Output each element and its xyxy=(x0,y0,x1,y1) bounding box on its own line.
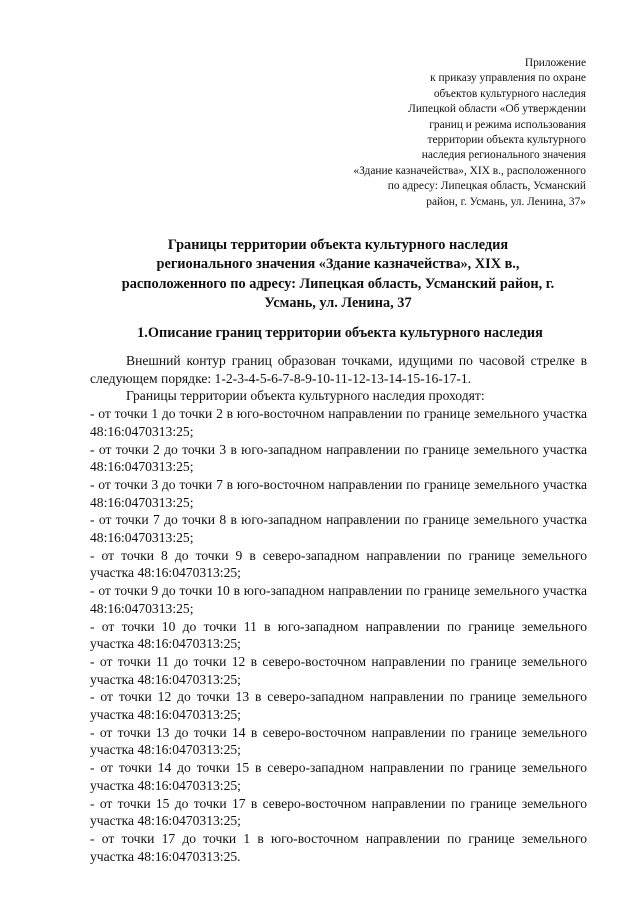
boundary-item: - от точки 3 до точки 7 в юго-восточном направлении по границе земельного участка 48:16:0470313:25; xyxy=(90,476,587,510)
boundary-lead-paragraph: Границы территории объекта культурного наследия проходят: xyxy=(126,388,485,404)
header-line: к приказу управления по охране xyxy=(430,72,586,85)
boundary-item: - от точки 2 до точки 3 в юго-западном направлении по границе земельного участка 48:16:0470313:25; xyxy=(90,441,587,475)
document-body xyxy=(90,352,587,865)
boundary-item: - от точки 11 до точки 12 в северо-восточном направлении по границе земельного участка 48:16:0470313:25; xyxy=(90,653,587,687)
boundary-item: - от точки 12 до точки 13 в северо-западном направлении по границе земельного участка 48:16:0470313:25; xyxy=(90,689,587,723)
title-line: Усмань, ул. Ленина, 37 xyxy=(264,295,412,312)
title-line: регионального значения «Здание казначейства», XIX в., xyxy=(156,256,520,273)
boundary-item: - от точки 1 до точки 2 в юго-восточном направлении по границе земельного участка 48:16:0470313:25; xyxy=(90,406,587,439)
boundary-item: - от точки 7 до точки 8 в юго-западном направлении по границе земельного участка 48:16:0470313:25; xyxy=(90,512,587,546)
boundary-item: - от точки 17 до точки 1 в юго-восточном направлении по границе земельного участка 48:16:0470313:25. xyxy=(90,830,587,864)
boundary-item: - от точки 13 до точки 14 в северо-восточном направлении по границе земельного участка 48:16:0470313:25; xyxy=(90,724,587,758)
intro-paragraph: Внешний контур границ образован точками, идущими по часовой стрелке в следующем порядке: 1-2-3-4-5-6-7-8-9-10-11-12-13-14-15-16-17-1. xyxy=(90,353,587,386)
header-line: границ и режима использования xyxy=(429,118,586,131)
boundary-item: - от точки 8 до точки 9 в северо-западном направлении по границе земельного участка 48:16:0470313:25; xyxy=(90,547,587,581)
boundary-item: - от точки 15 до точки 17 в северо-восточном направлении по границе земельного участка 48:16:0470313:25; xyxy=(90,795,587,829)
section-heading: 1.Описание границ территории объекта культурного наследия xyxy=(137,325,543,341)
header-line: район, г. Усмань, ул. Ленина, 37» xyxy=(426,195,586,208)
document-title xyxy=(88,236,588,314)
boundary-item: - от точки 10 до точки 11 в юго-западном направлении по границе земельного участка 48:16:0470313:25; xyxy=(90,618,587,652)
header-line: Приложение xyxy=(524,57,586,69)
header-line: объектов культурного наследия xyxy=(433,87,586,100)
title-line: Границы территории объекта культурного наследия xyxy=(167,237,509,253)
header-line: территории объекта культурного xyxy=(427,134,586,147)
header-line: «Здание казначейства», XIX в., расположенного xyxy=(353,164,586,177)
header-line: наследия регионального значения xyxy=(421,149,586,162)
boundary-item: - от точки 14 до точки 15 в северо-западном направлении по границе земельного участка 48:16:0470313:25; xyxy=(90,760,587,793)
title-line: расположенного по адресу: Липецкая область, Усманский район, г. xyxy=(121,275,555,292)
boundary-item: - от точки 9 до точки 10 в юго-западном направлении по границе земельного участка 48:16:0470313:25; xyxy=(90,583,587,616)
header-line: по адресу: Липецкая область, Усманский xyxy=(387,180,586,193)
appendix-header xyxy=(286,56,586,210)
header-line: Липецкой области «Об утверждении xyxy=(408,103,586,116)
